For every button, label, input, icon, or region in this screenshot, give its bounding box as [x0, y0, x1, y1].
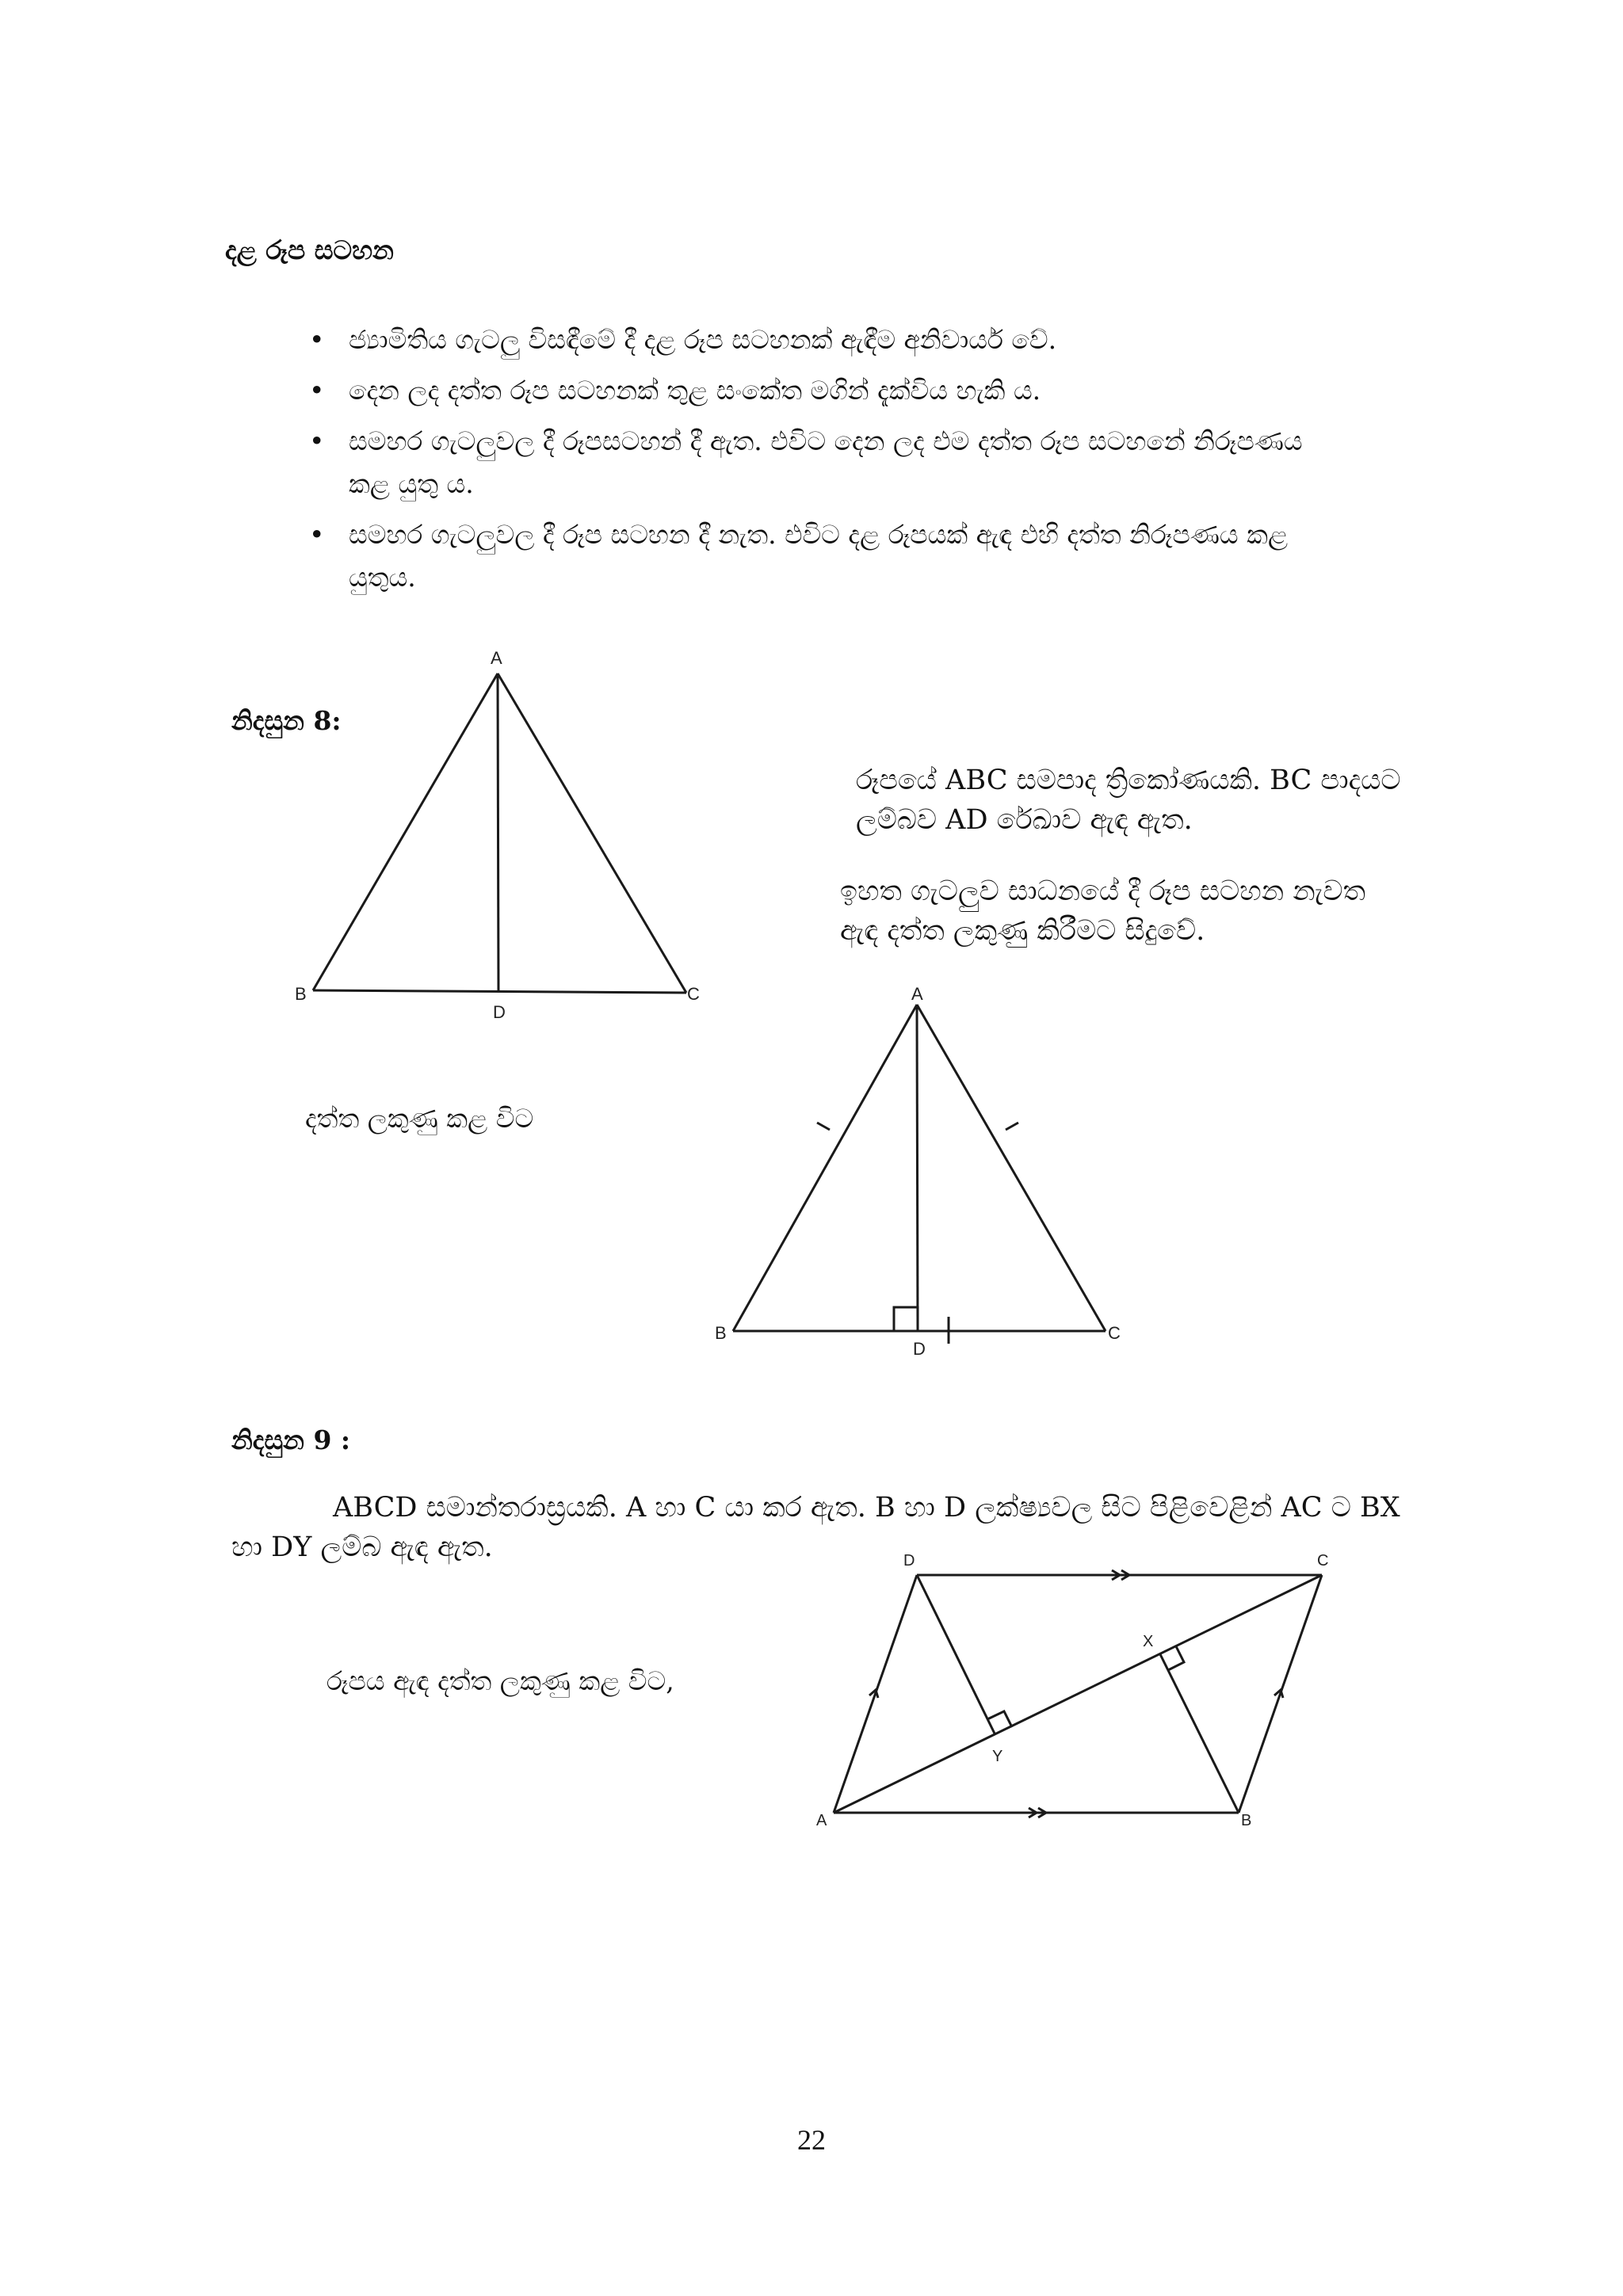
- example-8-description-2: ඉහත ගැටලුව සාධනයේ දී රූප සටහන නැවත ඇඳ දත්ත ලකුණු කිරීමට සිදුවේ.: [840, 875, 1366, 947]
- page-number: 22: [797, 2124, 826, 2156]
- vertex-label-d: D: [493, 1002, 506, 1022]
- parallelogram-figure: [808, 1541, 1363, 1838]
- vertex-label-a: A: [911, 984, 923, 1004]
- list-item-text: දෙන ලද දත්ත රූප සටහනක් තුළ සංකේත මගින් දැක්විය හැකි ය.: [349, 375, 1041, 406]
- vertex-label-a: A: [816, 1812, 827, 1829]
- list-item-text: සමහර ගැටලුවල දී රූපසටහන් දී ඇත. එවිට දෙන ලද එම දත්ත රූප සටහනේ නිරූපණය කළ යුතු ය.: [349, 425, 1303, 499]
- triangle-side-ab: [313, 673, 498, 990]
- equilateral-triangle-figure: [285, 634, 729, 1030]
- bullet-icon: •: [309, 375, 325, 406]
- vertex-label-a: A: [491, 648, 502, 668]
- bullet-icon: •: [309, 324, 325, 355]
- vertex-label-c: C: [1108, 1323, 1121, 1343]
- altitude-ad: [917, 1005, 918, 1331]
- list-item: [309, 513, 1331, 599]
- list-item-text: ජ්‍යාමිතිය ගැටලු විසඳීමේ දී දළ රූප සටහනක් ඇඳීම අනිවාර්ය වේ.: [349, 324, 1057, 355]
- example-8-caption: දත්ත ලකුණු කළ විට: [305, 1103, 534, 1134]
- rules-list: [309, 318, 1331, 607]
- perpendicular-bx: [1160, 1654, 1239, 1813]
- list-item: [309, 420, 1331, 505]
- marked-triangle-figure: [705, 971, 1149, 1359]
- example-8-description-1: රූපයේ ABC සමපාද ත්‍රිකෝණයකි. BC පාදයට ලම්බව AD රේඛාව ඇඳ ඇත.: [856, 765, 1401, 836]
- triangle-side-ac: [498, 673, 686, 993]
- example-9-description: ABCD සමාන්තරාස්‍රයකි. A හා C යා කර ඇත. B හා D ලක්ෂ්‍යවල සිට පිළිවෙළින් AC ට BX හා DY ලම්බ ඇඳ ඇත.: [231, 1492, 1400, 1563]
- vertex-label-b: B: [715, 1323, 727, 1343]
- list-item-text: සමහර ගැටලුවල දී රූප සටහන දී නැත. එවිට දළ රූපයක් ඇඳ එහි දත්ත නිරූපණය කළ යුතුය.: [349, 519, 1289, 593]
- list-item: [309, 369, 1331, 412]
- vertex-label-d: D: [913, 1339, 926, 1359]
- example-8-title: නිදසුන 8:: [231, 705, 342, 736]
- point-label-x: X: [1143, 1633, 1154, 1650]
- vertex-label-b: B: [295, 984, 307, 1004]
- vertex-label-b: B: [1241, 1812, 1252, 1829]
- bullet-icon: •: [309, 519, 325, 550]
- vertex-label-d: D: [903, 1552, 915, 1569]
- vertex-label-c: C: [687, 984, 700, 1004]
- triangle-side-ab: [733, 1005, 917, 1331]
- perpendicular-dy: [917, 1575, 995, 1735]
- triangle-base-bc: [313, 990, 686, 993]
- diagonal-ac: [834, 1575, 1322, 1813]
- triangle-side-ac: [917, 1005, 1106, 1331]
- example-9-title: නිදසුන 9 :: [231, 1425, 351, 1455]
- right-angle-marker: [894, 1307, 918, 1331]
- section-heading: දළ රූප සටහන: [225, 235, 394, 265]
- example-9-caption: රූපය ඇඳ දත්ත ලකුණු කළ විට,: [327, 1665, 674, 1696]
- vertex-label-c: C: [1317, 1552, 1329, 1569]
- list-item: [309, 318, 1331, 361]
- bullet-icon: •: [309, 425, 325, 456]
- equal-side-tick-ab: [817, 1123, 830, 1130]
- equal-side-tick-ac: [1006, 1123, 1018, 1130]
- point-label-y: Y: [992, 1748, 1003, 1765]
